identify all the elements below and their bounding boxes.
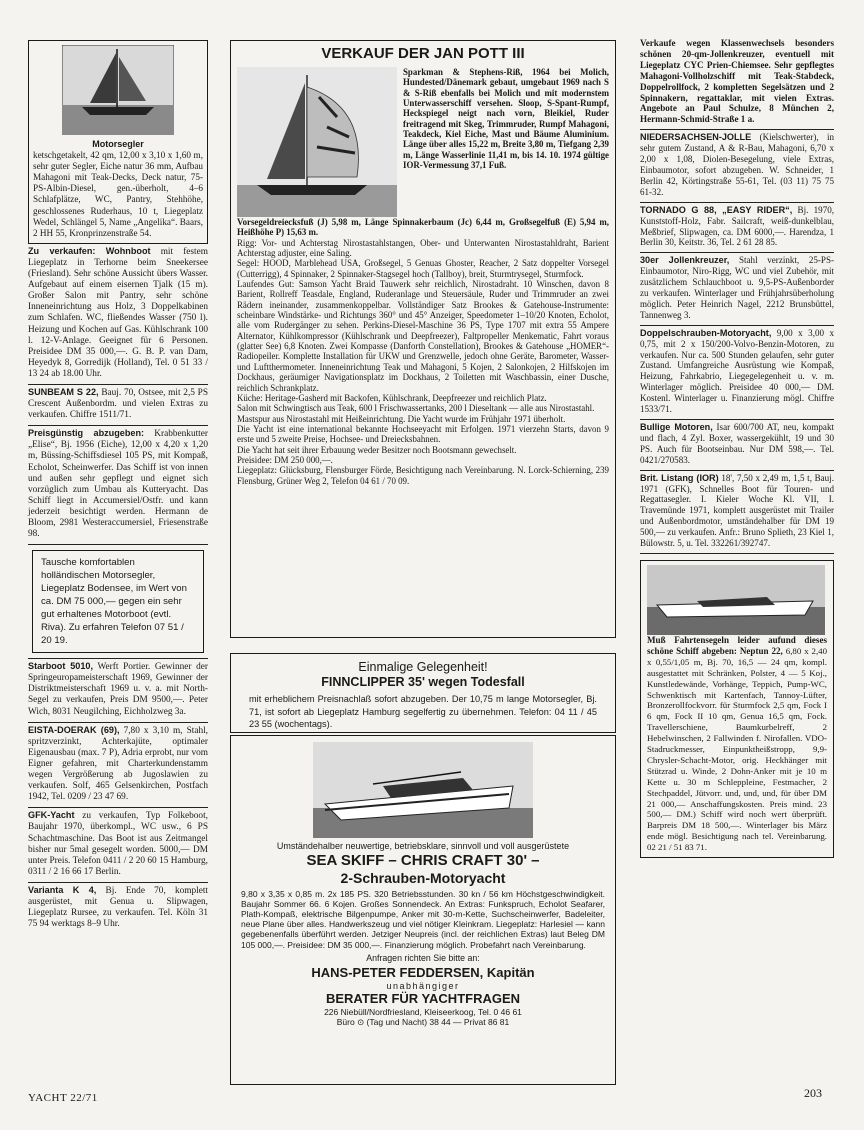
jan-pott-salon: Salon mit Schwingtisch aus Teak, 600 l Frischwassertanks, 200 l Dieseltank — alle aus Nirostastahl. [237, 403, 595, 414]
ad-gfk-yacht-text: zu verkaufen, Typ Folkeboot, Baujahr 1970, überkompl., WC usw., 6 PS Schachtmaschine. Das Boot ist aus Zeitmangel bisher nur 5mal gesegelt worden. 5000,— DM unter Preis. Telefon 0411 / 2 20 60 15 Hamburg, 0311 / 2 16 66 17 Berlin. [28, 811, 208, 877]
ad-tausche-text: Tausche komfortablen holländischen Motorsegler, Liegeplatz Bodensee, im Wert von ca. DM 75 000,— gegen ein sehr gut erhaltenes Motorboot (evtl. Riva). Zu erfahren Telefon 07 51 / 20 19. [41, 557, 187, 647]
motorsegler-photo [62, 45, 174, 135]
ad-brit-listang [640, 471, 834, 554]
ad-krabbenkutter [28, 426, 208, 545]
jan-pott-kueche: Küche: Heritage-Gasherd mit Backofen, Kühlschrank, Deepfreezer und reichlich Platz. [237, 392, 547, 403]
ad-jollenkreuzer-30-text: Stahl verzinkt, 25-PS-Einbaumotor, Niro-Rigg, WC und viel Zubehör, mit zusätzlichem Schlauchboot u. 9,5-PS-Außenborder zu verkaufen. Winterlager und Frühjahrsüberholung möglich. Peter Heinrich Nagel, 2212 Brunsbüttel, Tannenweg 3. [640, 255, 834, 320]
ad-niedersachsen-jolle-lead: NIEDERSACHSEN-JOLLE [640, 132, 752, 143]
ad-bullige-motoren-text: Isar 600/700 AT, neu, kompakt und flach, 4 Zyl. Boxer, wassergekühlt, 19 und 30 PS. Auch für Bootseinbau. Nur DM 598,—. Tel. 0421/270583. [640, 422, 834, 465]
feddersen-unabhaengiger: unabhängiger [386, 980, 460, 991]
ad-gfk-yacht-lead: GFK-Yacht [28, 810, 75, 821]
ad-bullige-motoren-lead: Bullige Motoren, [640, 422, 713, 432]
ad-varianta-text: Bj. Ende 70, komplett ausgerüstet, mit Genua u. Slipwagen, Liegeplatz Rursee, zu verkaufen. Tel. Köln 31 75 94 werktags 8–9 Uhr. [28, 885, 209, 930]
jan-pott-intro-text: Sparkman & Stephens-Riß, 1964 bei Molich, Hundested/Dänemark gebaut, umgebaut 1969 nach S & S-Riß ebenfalls bei Molich und mit modernstem Unterwasserschiff versehen. [403, 67, 609, 109]
ad-doppelschrauben [640, 326, 834, 420]
jan-pott-intro [403, 67, 609, 217]
ad-starboot-text: Werft Portier. Gewinner der Springeuropameisterschaft 1969, Gewinner der Distriktmeisterschaft 1969 u. v. a. mit North-Segel zu verkaufen, Preis DM 9500,—. Peter Wich, 8031 Neugilching, Eichholzweg 3a. [28, 662, 209, 717]
jan-pott-owner: Die Yacht hat seit ihrer Erbauung weder Besitzer noch Bootsmann gewechselt. [237, 444, 517, 455]
ad-niedersachsen-jolle [640, 130, 834, 202]
finnclipper-body: mit erheblichem Preisnachlaß sofort abzugeben. Der 10,75 m lange Motorsegler, Bj. 71, ist sofort ab Liegeplatz Hamburg segelfertig zu übernehmen. Telefon: 04 11 / 45 23 55 (wochentags). [249, 694, 597, 729]
jan-pott-laufendes: Laufendes Gut: Samson Yacht Braid Tauwerk sehr reichlich, Nirostadraht. 10 Winschen, davon 8 Barient, Rollreff Teasdale, England, Ruderanlage und Steuersäule, Ruder und Trimmruder an zwei Rädern ineinander, zusammenkoppelbar. Vollständiger Satz Brookes & Gatehouse-Instrumente: scheinbare Windstärke- und Richtungs 360° und 45° Anzeiger, Speedometer 1–10/20 Knoten, Echolot, alle vom Rudergänger zu sehen. Perkins-Diesel-Maschine 36 PS, Type 1707 mit extra 55 Ampere Alternator, Kühlkompressor (Kühlschrank und Deepfreezer), Faltpropeller Menkematic, Fahrt voraus (glatter See) 6,8 Knoten. Zwei Kompasse (Danforth Constellation), Brookes & Gatehouse „HOMER“-Radiopeiler. Komplette Installation für UKW und Grenzwelle, jedoch ohne Geräte, Barometer, Wasser- und Luftthermometer. Inneneinrichtung Teak und Mahagoni, 5 Kojen, 2 Salonkojen, 2 Hilfskojen im Dockhaus, geräumiger Navigationsplatz im Dockhaus, 2 Toiletten mit Waschbassin, einer Dusche, reichlich Schrankplatz. [237, 279, 609, 393]
motorsegler-text: ketschgetakelt, 42 qm, 12,00 x 3,10 x 1,60 m, sehr guter Segler, Eiche natur 36 mm, Aufbau Mahagoni mit Teak-Decks, Deck natur, 75-PS-Albin-Diesel, gen.-überholt, 4–6 Schlafplätze, WC, Pantry, Stehhöhe, geschlossenes Ruderhaus, 10 t, Liegeplatz Wedel, Schlängel 5, Name „Angelika“. Baars, 2 HH 55, Kronprinzenstraße 54. [33, 150, 203, 238]
sea-skiff-photo [313, 742, 533, 838]
ad-jollenkreuzer-30 [640, 253, 834, 325]
jan-pott-history: Die Yacht ist eine international bekannte Hochseeyacht mit Erfolgen. 1971 vierzehn Starts, davon 9 erste und 5 zweite Preise, Hochsee- und Dreiecksbahnen. [237, 423, 609, 445]
motorsegler-caption: Motorsegler [92, 139, 144, 149]
ad-tausche-box [32, 550, 204, 653]
sea-skiff-ad [230, 735, 616, 1085]
ad-jollenkreuzer-20-text: Verkaufe wegen Klassenwechsels besonders schönen 20-qm-Jollenkreuzer, eventuell mit Liegeplatz CYC Prien-Chiemsee. Sehr gepflegtes Mahagoni-Vollholzschiff mit Teak-Stabdeck, Doppelrollfock, 2 kompletten Segelsätzen und 2 Spinnakern, regattaklar, mit vielen Extras. Angebote an Paul Schulze, 8 München 2, Hermann-Schmid-Straße 1 a. [640, 38, 834, 125]
sea-skiff-title: SEA SKIFF – CHRIS CRAFT 30' – [306, 851, 540, 869]
ad-eista-doerak-text: 7,80 x 3,10 m, Stahl, spritzverzinkt, Achterkajüte, optimaler Eigenausbau (max. 7 P), Adria erprobt, nur vom Eigner gefahren, mit Charterkundenstamm wegen Vergrößerung ab Jugoslawien zu verkaufen. Solf, 465 Gelsenkirchen, Postfach 1942, Tel. 0209 / 23 47 69. [28, 725, 209, 803]
jan-pott-specs: Sloop, S-Spant-Rumpf, Heckspiegel neigt nach vorn, Bleikiel, Ruder freitragend mit Skeg, Trimmruder, Rumpf Mahagoni, Teakdeck, Kiel Eiche, Mast und Bäume Aluminium. Länge über alles 15,22 m, Breite 3,80 m, Tiefgang 2,39 m, Länge Wasserlinie 11,41 m, bis 14. 10. 1974 gültige IOR-Vermessung 37,1 Fuß. [403, 98, 609, 171]
feddersen-berater: BERATER FÜR YACHTFRAGEN [325, 990, 521, 1006]
finnclipper-ad [230, 653, 616, 733]
sea-skiff-body: 9,80 x 3,35 x 0,85 m. 2x 185 PS. 320 Betriebsstunden. 30 kn / 56 km Höchstgeschwindigkeit. Baujahr Sommer 66. 6 Kojen. Großes Sonnendeck. An Extras: Funkspruch, Echolot Seafarer, Plath-Kompaß, elektrische Bilgenpumpe, Anker mit 30-m-Kette, Suchscheinwerfer, Badeleiter, neue Plane über alles. Handwerkszeug und viel nötiger Kleinkram. Liegeplatz: Harlesiel — kann gegebenenfalls überführt werden. Jetziger Neupreis (incl. der reichlichen Extras) laut Beleg DM 105 000,—. Preisidee: DM 35 000,—. Finanzierung möglich. Probefahrt nach Vereinbarung. [241, 888, 605, 950]
ad-doppelschrauben-text: 9,00 x 3,00 x 0,75, mit 2 x 150/200-Volvo-Benzin-Motoren, zu verkaufen. Nur ca. 500 Stunden gelaufen, sehr guter Zustand. Umfangreiche Ausrüstung wie Kompaß, Heizung, Fahrkabrio, Liegegelegenheit u. v. m. Winterlager möglich. Preisidee 40 000,— DM. Kostenl. Winterlager u. Finanzierung mögl. Chiffre 1533/71. [640, 327, 834, 415]
ad-wohnboot-text: mit festem Liegeplatz in Terhorne beim Sneekersee (Friesland). Sehr schöne Aussicht übers Wasser. Aufgebaut auf einem eisernen Tjalk (15 m). Großer Salon mit Pantry, sehr schöne Inneneinrichtung aus Holz, 3 Doppelkabinen zum Schlafen. WC, fließendes Wasser (750 l). Heizung und Kochen auf Gas. Kühlschrank 100 l. 12-V-Anlage. Geeignet für 6 Personen. Preisidee DM 35 000,—. G. B. P. van Dam, Heyedyk 8, Gorredijk (Holland), Tel. 0 51 33 / 13 24 ab 18.00 Uhr. [28, 246, 208, 379]
ad-krabbenkutter-lead: Preisgünstig abzugeben: [28, 428, 145, 439]
ad-varianta [28, 883, 208, 934]
ad-doppelschrauben-lead: Doppelschrauben-Motoryacht, [640, 327, 772, 338]
footer-issue: YACHT 22/71 [28, 1092, 98, 1104]
finnclipper-title: FINNCLIPPER 35' wegen Todesfall [321, 675, 525, 689]
jan-pott-rigg: Rigg: Vor- und Achterstag Nirostastahlstangen, Ober- und Unterwanten Nirostastahldraht, Barient Achterstag adjuster, eine Saling. [237, 237, 609, 259]
feddersen-address2: Büro ⊙ (Tag und Nacht) 38 44 — Privat 86 81 [336, 1016, 510, 1027]
ad-brit-listang-text: 18', 7,50 x 2,49 m, 1,5 t, Bauj. 1971 (GFK), Schnelles Boot für Touren- und Regattasegler. I. Kieler Woche Kl. VII, I. Travemünde 1971, komplett ausgerüstet mit Trailer und Außenbordmotor, umständehalber für DM 19 500,— zu verkaufen. Anfr.: Bruno Splieth, 23 Kiel 1, Bülowstr. 5, u. Tel. 332261/392747. [640, 472, 834, 549]
right-column [640, 36, 834, 858]
neptun-text: 6,80 x 2,40 x 0,55/1,05 m, Bj. 70, 16,5 — 24 qm, kompl. ausgestattet mit Schränken, Polster, 4 — 5 Koj., Kunstledewände, Vorhänge, Teppich, Pump-WC, Schwenktisch mit Kartenfach, Tannoy-Lüfter, Bronzerollfockvorr. für Sturmfock 2,5 qm, Fock I 6 qm, Fock II 10 qm, Genua 16,5 qm, Fock. Travellerschiene, Baumkurbelreff, 2 Hebelwinschen, 2 Fallwinden f. Nirofallen. VDO-Stadruckmesser, Einpunktheißstropp, 9,9-Chrysler-Schacht-Motor, orig. Heckhänger mit Stützrad u. Winde, 2 Dohn-Anker mit je 10 m Kette u. 30 m Schleppleine, Festmacher, 2 Stechpaddel, Jütvorr. und, und, und, für über DM 21 000,— Anschaffungskosten. Preis mind. 23 500,— DM.) Schiff wird noch wert überprüft. Barpreis DM 18 500,—. Winterlager bis März ende mögl. Besichtigung nach tel. Vereinbarung. 02 21 / 51 83 71. [647, 645, 828, 853]
ad-eista-doerak-lead: EISTA-DOERAK (69), [28, 724, 120, 735]
sea-skiff-intro: Umständehalber neuwertige, betriebsklare, sinnvoll und voll ausgerüstete [276, 841, 570, 851]
ad-jollenkreuzer-20 [640, 36, 834, 130]
neptun-photo [647, 565, 825, 635]
ad-jollenkreuzer-30-lead: 30er Jollenkreuzer, [640, 255, 730, 266]
sea-skiff-subtitle: 2-Schrauben-Motoryacht [340, 869, 506, 886]
ad-eista-doerak [28, 723, 208, 809]
sea-skiff-ask: Anfragen richten Sie bitte an: [366, 952, 480, 963]
feddersen-address1: 226 Niebüll/Nordfriesland, Kleiseerkoog, Tel. 0 46 61 [324, 1006, 522, 1017]
feddersen-name: HANS-PETER FEDDERSEN, Kapitän [311, 964, 535, 980]
left-column [28, 40, 208, 934]
ad-tornado-text: Bj. 1970, Kunststoff-Holz, Fabr. Sailcraft, weiß-dunkelblau, Meßbrief, Slipwagen, ca. DM 6000,—. Harendza, 1 Berlin 30, Keitstr. 36, Tel. 2 61 28 85. [640, 204, 834, 248]
ad-starboot-lead: Starboot 5010, [28, 661, 93, 672]
ad-tornado-lead: TORNADO G 88, „EASY RIDER“, [640, 204, 793, 215]
neptun-ad-box [640, 560, 834, 858]
ad-sunbeam [28, 385, 208, 426]
ad-wohnboot [28, 244, 208, 385]
ad-gfk-yacht [28, 808, 208, 883]
footer-page-number: 203 [804, 1086, 822, 1100]
ad-varianta-lead: Varianta K 4, [28, 884, 97, 895]
finnclipper-kicker: Einmalige Gelegenheit! [358, 660, 488, 674]
jan-pott-mast: Mastspur aus Nirostastahl mit Heißeinrichtung. Die Yacht wurde im Frühjahr 1971 überholt. [237, 413, 566, 424]
ad-tornado [640, 203, 834, 254]
jan-pott-ad [230, 40, 616, 638]
neptun-lead: Muß Fahrtensegeln leider aufund dieses schöne Schiff abgeben: Neptun 22, [647, 634, 827, 656]
ad-niedersachsen-jolle-text: (Kielschwerter), in sehr gutem Zustand, A & R-Bau, Mahagoni, 6,70 x 2,00 x 1,08, Diolen-Besegelung, viele Extras, Einbaumotor, sofort abzugeben. W. Schneider, 1 Berlin 42, Körtingstraße 55-61, Tel. (03 11) 75 75 61-32. [640, 132, 835, 197]
ad-sunbeam-lead: SUNBEAM S 22, [28, 386, 99, 397]
jan-pott-contact: Liegeplatz: Glücksburg, Flensburger Förde, Besichtigung nach Vereinbarung. N. Lorck-Schierning, 239 Flensburg, Grüner Weg 2, Telefon 04 61 / 70 09. [237, 465, 609, 486]
ad-sunbeam-text: Bauj. 70, Ostsee, mit 2,5 PS Crescent Außenbordm. und vielen Extras zu verkaufen. Chiffre 1511/71. [28, 387, 208, 421]
ad-wohnboot-lead: Zu verkaufen: Wohnboot [28, 245, 151, 256]
ad-brit-listang-lead: Brit. Listang (IOR) [640, 472, 719, 483]
jan-pott-photo [237, 67, 397, 217]
jan-pott-segel: Segel: HOOD, Marblehead USA, Großsegel, 5 Genuas Ghoster, Reacher, 2 Satz doppelter Vorsegel (Cutterrigg), 4 Spinnaker, 2 Spinnaker-Stagsegel hoch (Tallboy), breit, Sturmtrysegel, Sturmfock. [237, 258, 609, 279]
ad-bullige-motoren [640, 420, 834, 471]
jan-pott-sails: Vorsegeldreiecksfuß (J) 5,98 m, Länge Spinnakerbaum (Jc) 6,44 m, Großsegelfuß (E) 5,94 m, Heißhöhe P) 15,63 m. [237, 217, 609, 238]
ad-starboot [28, 658, 208, 722]
jan-pott-title: VERKAUF DER JAN POTT III [321, 45, 525, 62]
jan-pott-price: Preisidee: DM 250 000,—. [237, 454, 333, 465]
motorsegler-ad-box [28, 40, 208, 244]
ad-krabbenkutter-text: Krabbenkutter „Elise“, Bj. 1956 (Eiche), 12,00 x 4,20 x 1,20 m, Büssing-Schiffsdiesel 105 PS, mit Kompaß, Echolot, Scheinwerfer. Das Schiff ist von innen und außen sehr gepflegt und eignet sich vorzüglich zum Umbau als Kutteryacht. Das Schiff liegt in Accumersiel/Ostfr. und kann jederzeit besichtigt werden. Hermann de Bloom, 2981 Westeraccumersiel, Friesenstraße 98. [28, 429, 208, 540]
